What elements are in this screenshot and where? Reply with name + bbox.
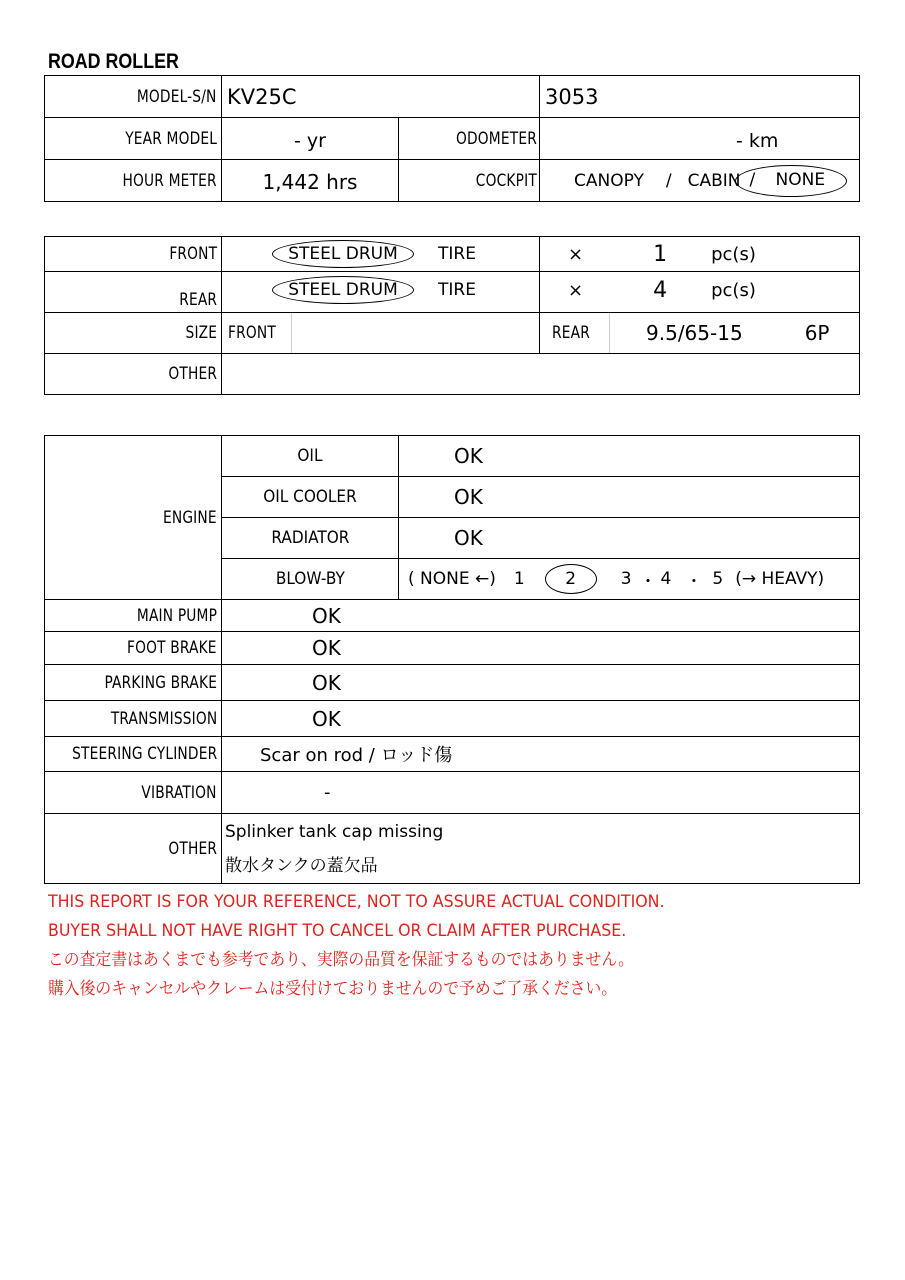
size-rear-ply: 6P [804, 321, 830, 345]
rear-qty-cell [540, 272, 860, 313]
radiator-value: OK [399, 518, 860, 559]
disclaimer-line: この査定書はあくまでも参考であり、実際の品質を保証するものではありません。 [48, 950, 634, 970]
blowby-level-2: 2 [565, 569, 577, 589]
serial-value: 3053 [540, 76, 860, 118]
blowby-dot: ・ [685, 571, 703, 592]
blowby-selected-ellipse [545, 564, 597, 594]
oil-cooler-label: OIL COOLER [222, 477, 399, 518]
blowby-level-1: 1 [513, 569, 525, 589]
rear-tire-option: TIRE [438, 280, 476, 300]
front-type-cell [222, 237, 540, 272]
hour-meter-value: 1,442 hrs [222, 160, 399, 202]
main-pump-value: OK [222, 600, 860, 632]
oil-label: OIL [222, 436, 399, 477]
front-label: FRONT [45, 237, 222, 272]
hour-meter-label: HOUR METER [45, 160, 222, 202]
info-table [44, 75, 860, 202]
parking-brake-label: PARKING BRAKE [45, 665, 222, 701]
tire-table [44, 236, 860, 395]
blowby-scale [399, 559, 860, 600]
model-sn-label: MODEL-S/N [45, 76, 222, 118]
disclaimer-line: BUYER SHALL NOT HAVE RIGHT TO CANCEL OR CLAIM AFTER PURCHASE. [48, 921, 627, 941]
steering-cylinder-label: STEERING CYLINDER [45, 737, 222, 772]
cockpit-separator: / [749, 169, 756, 190]
rear-steel-drum-ellipse [272, 276, 414, 304]
vibration-label: VIBRATION [45, 772, 222, 814]
blowby-label: BLOW-BY [222, 559, 399, 600]
radiator-label: RADIATOR [222, 518, 399, 559]
blowby-level-5: 5 [712, 569, 724, 589]
cockpit-none: NONE [775, 169, 826, 190]
front-steel-drum-ellipse [272, 240, 414, 268]
cockpit-options [540, 160, 860, 202]
blowby-dot: ・ [639, 571, 657, 592]
rear-type-cell [222, 272, 540, 313]
front-type: STEEL DRUM [288, 244, 398, 264]
front-unit: pc(s) [711, 243, 756, 265]
rear-type: STEEL DRUM [288, 280, 398, 300]
blowby-level-3: 3 [620, 569, 632, 589]
other-line-en: Splinker tank cap missing [225, 821, 444, 842]
odometer-value: - km [540, 118, 860, 160]
engine-label: ENGINE [45, 436, 222, 600]
size-label: SIZE [45, 313, 222, 354]
size-front-label: FRONT [222, 313, 292, 354]
blowby-heavy: (→ HEAVY) [735, 569, 825, 589]
transmission-label: TRANSMISSION [45, 701, 222, 737]
foot-brake-value: OK [222, 632, 860, 665]
size-rear-cell [610, 313, 860, 354]
rear-label: REAR [45, 272, 222, 313]
inspection-table [44, 435, 860, 884]
cockpit-separator: / [665, 170, 672, 191]
rear-unit: pc(s) [711, 280, 756, 301]
front-qty: 1 [653, 241, 668, 267]
odometer-label: ODOMETER [399, 118, 540, 160]
blowby-level-4: 4 [660, 569, 672, 589]
rear-times: × [568, 280, 584, 301]
transmission-value: OK [222, 701, 860, 737]
disclaimer-line: 購入後のキャンセルやクレームは受付けておりませんので予めご了承ください。 [48, 979, 618, 999]
size-rear-value: 9.5/65-15 [646, 321, 743, 345]
inspection-other-label: OTHER [45, 814, 222, 884]
front-tire-option: TIRE [438, 244, 476, 264]
parking-brake-value: OK [222, 665, 860, 701]
cockpit-label: COCKPIT [399, 160, 540, 202]
year-model-value: - yr [222, 118, 399, 160]
year-model-label: YEAR MODEL [45, 118, 222, 160]
inspection-other-cell [222, 814, 860, 884]
rear-qty: 4 [653, 278, 668, 303]
blowby-none: ( NONE ←) [408, 569, 496, 589]
cockpit-selected-ellipse [735, 165, 847, 197]
front-times: × [568, 243, 584, 265]
other-line-ja: 散水タンクの蓋欠品 [225, 855, 378, 876]
cockpit-canopy: CANOPY [574, 170, 644, 191]
tire-other-label: OTHER [45, 354, 222, 395]
size-front-value [292, 313, 540, 354]
oil-value: OK [399, 436, 860, 477]
front-qty-cell [540, 237, 860, 272]
page-title: ROAD ROLLER [48, 50, 179, 73]
tire-other-value [222, 354, 860, 395]
oil-cooler-value: OK [399, 477, 860, 518]
steering-cylinder-value: Scar on rod / ロッド傷 [222, 737, 860, 772]
disclaimer [48, 888, 711, 1004]
disclaimer-line: THIS REPORT IS FOR YOUR REFERENCE, NOT TO ASSURE ACTUAL CONDITION. [48, 892, 665, 912]
size-rear-label: REAR [540, 313, 610, 354]
cockpit-cabin: CABIN [687, 170, 741, 191]
model-value: KV25C [222, 76, 540, 118]
main-pump-label: MAIN PUMP [45, 600, 222, 632]
foot-brake-label: FOOT BRAKE [45, 632, 222, 665]
vibration-value: - [222, 772, 860, 814]
